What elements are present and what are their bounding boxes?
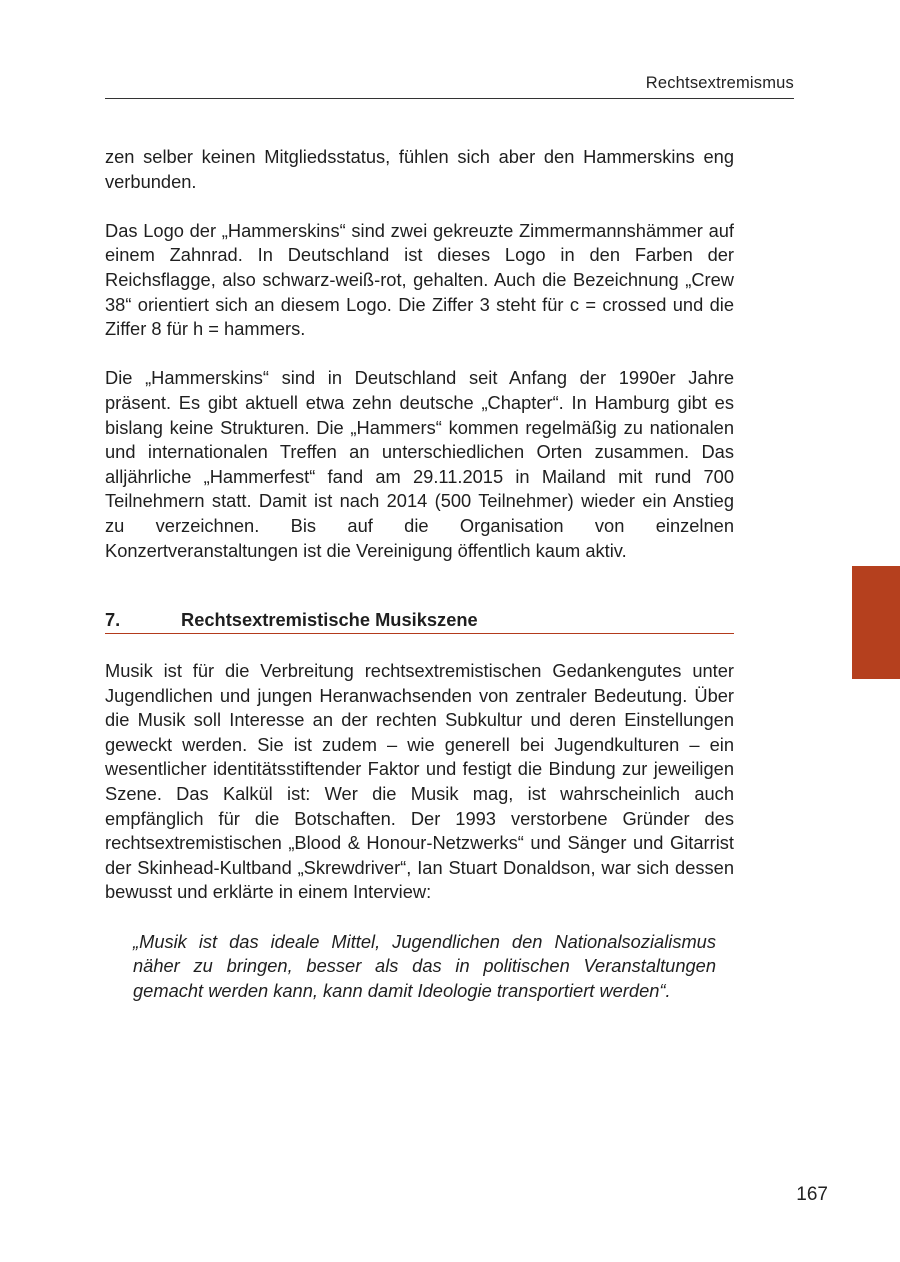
paragraph-logo: Das Logo der „Hammerskins“ sind zwei gekreuzte Zimmermannshämmer auf einem Zahnrad. In Deutschland ist dieses Logo in den Farben der Reichsflagge, also schwarz-weiß-rot, gehalten. Auch die Bezeichnung „Crew 38“ orientiert sich an diesem Logo. Die Ziffer 3 steht für c = crossed und die Ziffer 8 für h = hammers. [105, 219, 734, 340]
paragraph-hammerskins-germany: Die „Hammerskins“ sind in Deutschland seit Anfang der 1990er Jahre präsent. Es gibt aktuell etwa zehn deutsche „Chapter“. In Hamburg gibt es bislang keine Strukturen. Die „Hammers“ kommen regelmäßig zu nationalen und internationalen Treffen an unterschiedlichen Orten zusammen. Das alljährliche „Hammerfest“ fand am 29.11.2015 in Mailand mit rund 700 Teilnehmern statt. Damit ist nach 2014 (500 Teilnehmer) wieder ein Anstieg zu verzeichnen. Bis auf die Organisation von einzelnen Konzertveranstaltungen ist die Vereinigung öffentlich kaum aktiv. [105, 367, 734, 561]
page-number: 167 [796, 1184, 828, 1205]
paragraph-continuation: zen selber keinen Mitgliedsstatus, fühlen sich aber den Hammerskins eng verbunden. [105, 146, 734, 192]
chapter-side-tab [852, 566, 900, 679]
header-rule [105, 98, 794, 99]
section-number: 7. [105, 609, 121, 631]
block-quote: „Musik ist das ideale Mittel, Jugendlichen den Nationalsozialismus näher zu bringen, besser als das in politischen Veranstaltungen gemacht werden kann, kann damit Ideologie transportiert werden“. [133, 930, 716, 1001]
page-content [105, 145, 734, 1003]
section-title: Rechtsextremistische Musikszene [181, 609, 478, 631]
running-header: Rechtsextremismus [645, 74, 794, 92]
section-heading [105, 608, 734, 634]
paragraph-music: Musik ist für die Verbreitung rechtsextremistischen Gedankengutes unter Jugendlichen und jungen Heranwachsenden von zentraler Bedeutung. Über die Musik soll Interesse an der rechten Subkultur und deren Einstellungen geweckt werden. Sie ist zudem – wie generell bei Jugendkulturen – ein wesentlicher identitätsstiftender Faktor und festigt die Bindung zur jeweiligen Szene. Das Kalkül ist: Wer die Musik mag, ist wahrscheinlich auch empfänglich für die Botschaften. Der 1993 verstorbene Gründer des rechtsextremistischen „Blood & Honour-Netzwerks“ und Sänger und Gitarrist der Skinhead-Kultband „Skrewdriver“, Ian Stuart Donaldson, war sich dessen bewusst und erklärte in einem Interview: [105, 660, 734, 903]
